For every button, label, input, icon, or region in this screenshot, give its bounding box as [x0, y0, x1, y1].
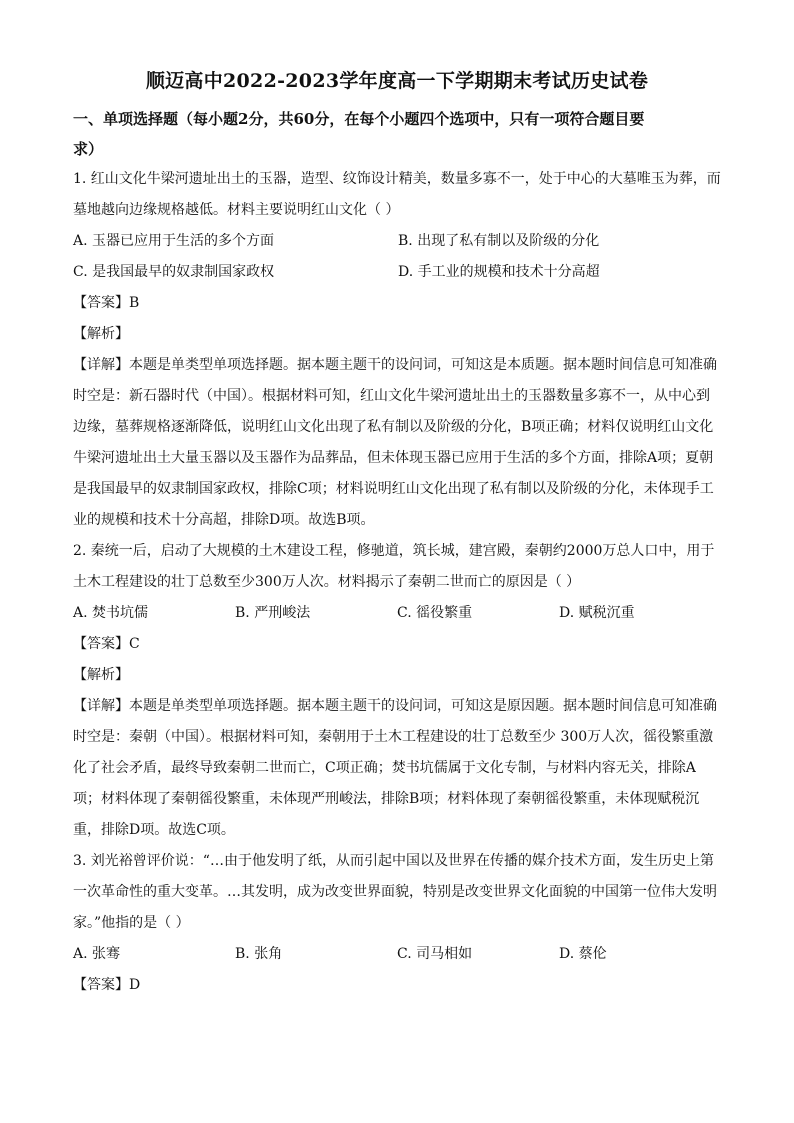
question-2-detail-line3: 化了社会矛盾，最终导致秦朝二世而亡，C项正确；焚书坑儒属于文化专制，与材料内容无关，排除A: [73, 760, 696, 776]
question-1-options-row1: [73, 226, 723, 257]
question-2-option-d: D. 赋税沉重: [559, 605, 635, 621]
question-2-detail-line2: 时空是：秦朝（中国）。根据材料可知，秦朝用于土木工程建设的壮丁总数至少 300万人次，徭役繁重激: [73, 729, 714, 745]
question-1-detail-line1: 【详解】本题是单类型单项选择题。据本题主题干的设问词，可知这是本质题。据本题时间信息可知准确: [73, 357, 717, 373]
question-1-option-d: D. 手工业的规模和技术十分高超: [398, 264, 600, 280]
question-3-answer: 【答案】D: [73, 977, 141, 993]
question-2-stem-line2: 土木工程建设的壮丁总数至少300万人次。材料揭示了秦朝二世而亡的原因是（ ）: [73, 574, 581, 590]
question-1-detail-line6: 业的规模和技术十分高超，排除D项。故选B项。: [73, 512, 375, 528]
question-1-stem-line2: 墓地越向边缘规格越低。材料主要说明红山文化（ ）: [73, 202, 400, 218]
question-1-option-b: B. 出现了私有制以及阶级的分化: [398, 233, 600, 249]
section-heading-line1: 一、单项选择题（每小题2分，共60分，在每个小题四个选项中，只有一项符合题目要: [73, 110, 645, 128]
question-1-stem-line1: 1. 红山文化牛梁河遗址出土的玉器，造型、纹饰设计精美，数量多寡不一，处于中心的大墓唯玉为葬，而: [73, 171, 721, 187]
question-2-option-a: A. 焚书坑儒: [73, 605, 149, 621]
question-1-option-a: A. 玉器已应用于生活的多个方面: [73, 233, 275, 249]
question-2-stem-line1: 2. 秦统一后，启动了大规模的土木建设工程，修驰道，筑长城，建宫殿，秦朝约2000万总人口中，用于: [73, 543, 715, 559]
question-1-detail-line2: 时空是：新石器时代（中国）。根据材料可知，红山文化牛梁河遗址出土的玉器数量多寡不一，从中心到: [73, 388, 710, 404]
question-2-option-c: C. 徭役繁重: [397, 605, 473, 621]
question-2-analysis-label: 【解析】: [73, 667, 129, 683]
question-3-option-a: A. 张骞: [73, 946, 121, 962]
question-1-detail-line3: 边缘，墓葬规格逐渐降低，说明红山文化出现了私有制以及阶级的分化，B项正确；材料仅说明红山文化: [73, 419, 714, 435]
question-3-option-b: B. 张角: [235, 946, 283, 962]
question-2-options: [73, 598, 723, 629]
question-1-answer: 【答案】B: [73, 295, 140, 311]
question-1-analysis-label: 【解析】: [73, 326, 129, 342]
question-3-options: [73, 939, 723, 970]
question-1-options-row2: [73, 257, 723, 288]
question-2: [73, 536, 723, 846]
question-3-stem-line1: 3. 刘光裕曾评价说：“…由于他发明了纸，从而引起中国以及世界在传播的媒介技术方面，发生历史上第: [73, 853, 714, 869]
question-1-detail-line4: 牛梁河遗址出土大量玉器以及玉器作为品葬品，但未体现玉器已应用于生活的多个方面，排除A项；夏朝: [73, 450, 714, 466]
question-2-option-b: B. 严刑峻法: [235, 605, 311, 621]
question-2-detail-line1: 【详解】本题是单类型单项选择题。据本题主题干的设问词，可知这是原因题。据本题时间信息可知准确: [73, 698, 717, 714]
question-1-option-c: C. 是我国最早的奴隶制国家政权: [73, 264, 275, 280]
question-3-stem-line2: 一次革命性的重大变革。…其发明，成为改变世界面貌，特别是改变世界文化面貌的中国第一位伟大发明: [73, 884, 717, 900]
exam-content: [73, 104, 723, 1001]
question-3-stem-line3: 家。”他指的是（ ）: [73, 915, 190, 931]
question-1-detail-line5: 是我国最早的奴隶制国家政权，排除C项；材料说明红山文化出现了私有制以及阶级的分化，未体现手工: [73, 481, 714, 497]
question-2-answer: 【答案】C: [73, 636, 140, 652]
question-2-detail-line4: 项；材料体现了秦朝徭役繁重，未体现严刑峻法，排除B项；材料体现了秦朝徭役繁重，未体现赋税沉: [73, 791, 700, 807]
question-2-detail-line5: 重，排除D项。故选C项。: [73, 822, 235, 838]
page-title: 顺迈高中2022-2023学年度高一下学期期末考试历史试卷: [145, 70, 649, 92]
section-heading-line2: 求）: [73, 140, 104, 158]
question-3-option-c: C. 司马相如: [397, 946, 473, 962]
question-3-option-d: D. 蔡伦: [559, 946, 607, 962]
question-3: [73, 846, 723, 1001]
question-1: [73, 164, 723, 536]
